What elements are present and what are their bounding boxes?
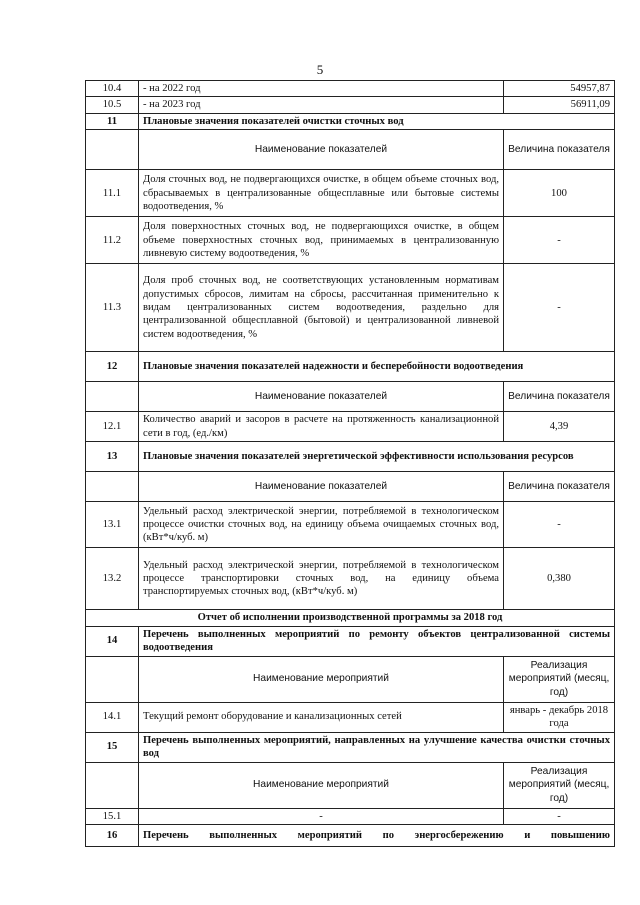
row-value: 100 (504, 170, 615, 217)
indicators-table (85, 80, 615, 847)
row-number: 11.1 (86, 170, 139, 217)
row-text: - на 2023 год (139, 97, 504, 113)
row-number: 12.1 (86, 412, 139, 442)
column-header-name: Наименование показателей (139, 130, 504, 170)
row-text: - на 2022 год (139, 81, 504, 97)
section-row (86, 825, 615, 847)
column-header-value: Реализация мероприятий (месяц, год) (504, 656, 615, 702)
row-text: Удельный расход электрической энергии, потребляемой в технологическом процессе очистки сточных вод, на единицу объема очищаемых сточных вод, (кВт*ч/куб. м) (139, 502, 504, 548)
table-row (86, 808, 615, 824)
row-text: Доля поверхностных сточных вод, не подвергающихся очистке, в общем объеме поверхностных сточных вод, принимаемых в централизованную ливневую систему водоотведения, % (139, 217, 504, 264)
section-row (86, 352, 615, 382)
table-row (86, 702, 615, 732)
page-number: 5 (316, 62, 324, 77)
empty-cell (86, 472, 139, 502)
row-value: январь - декабрь 2018 года (504, 702, 615, 732)
section-row (86, 442, 615, 472)
section-row (86, 113, 615, 129)
section-number: 11 (86, 113, 139, 129)
row-value: 54957,87 (504, 81, 615, 97)
section-number: 13 (86, 442, 139, 472)
header-row (86, 656, 615, 702)
row-number: 10.5 (86, 97, 139, 113)
column-header-value: Величина показателя (504, 130, 615, 170)
row-number: 13.2 (86, 548, 139, 610)
report-title: Отчет об исполнении производственной программы за 2018 год (86, 610, 615, 626)
report-row (86, 610, 615, 626)
row-number: 15.1 (86, 808, 139, 824)
table-row (86, 217, 615, 264)
section-title: Перечень выполненных мероприятий, направленных на улучшение качества очистки сточных вод (139, 732, 615, 762)
column-header-value: Величина показателя (504, 382, 615, 412)
table-row (86, 502, 615, 548)
section-title: Перечень выполненных мероприятий по энергосбережению и повышению (139, 825, 615, 847)
empty-cell (86, 382, 139, 412)
empty-cell (86, 656, 139, 702)
empty-cell (86, 762, 139, 808)
section-title: Плановые значения показателей энергетической эффективности использования ресурсов (139, 442, 615, 472)
row-text: Текущий ремонт оборудование и канализационных сетей (139, 702, 504, 732)
table-row (86, 170, 615, 217)
section-row (86, 732, 615, 762)
section-number: 15 (86, 732, 139, 762)
row-number: 11.2 (86, 217, 139, 264)
row-number: 11.3 (86, 264, 139, 352)
row-value: - (504, 502, 615, 548)
column-header-name: Наименование показателей (139, 472, 504, 502)
header-row (86, 130, 615, 170)
row-text: Доля сточных вод, не подвергающихся очистке, в общем объеме сточных вод, сбрасываемых в централизованные общесплавные или бытовые системы водоотведения, % (139, 170, 504, 217)
table-row (86, 97, 615, 113)
header-row (86, 762, 615, 808)
row-value: - (504, 264, 615, 352)
row-value: 4,39 (504, 412, 615, 442)
section-number: 16 (86, 825, 139, 847)
row-text: Количество аварий и засоров в расчете на протяженность канализационной сети в год, (ед./км) (139, 412, 504, 442)
row-number: 10.4 (86, 81, 139, 97)
section-number: 12 (86, 352, 139, 382)
section-title: Перечень выполненных мероприятий по ремонту объектов централизованной системы водоотведения (139, 626, 615, 656)
section-number: 14 (86, 626, 139, 656)
row-text: - (139, 808, 504, 824)
section-row (86, 626, 615, 656)
empty-cell (86, 130, 139, 170)
column-header-name: Наименование показателей (139, 382, 504, 412)
section-title: Плановые значения показателей очистки сточных вод (139, 113, 615, 129)
header-row (86, 382, 615, 412)
table-row (86, 548, 615, 610)
table-row (86, 264, 615, 352)
section-title: Плановые значения показателей надежности и бесперебойности водоотведения (139, 352, 615, 382)
table-row (86, 81, 615, 97)
row-value: - (504, 217, 615, 264)
row-number: 14.1 (86, 702, 139, 732)
row-value: 0,380 (504, 548, 615, 610)
row-number: 13.1 (86, 502, 139, 548)
column-header-value: Реализация мероприятий (месяц, год) (504, 762, 615, 808)
header-row (86, 472, 615, 502)
row-text: Доля проб сточных вод, не соответствующих установленным нормативам допустимых сбросов, лимитам на сбросы, рассчитанная применительно к видам централизованных систем водоотведения, раздельно для централизованной общесплавной (бытовой) и централизованной ливневой систем водоотведения, % (139, 264, 504, 352)
row-value: 56911,09 (504, 97, 615, 113)
table-row (86, 412, 615, 442)
column-header-name: Наименование мероприятий (139, 762, 504, 808)
column-header-value: Величина показателя (504, 472, 615, 502)
column-header-name: Наименование мероприятий (139, 656, 504, 702)
row-value: - (504, 808, 615, 824)
row-text: Удельный расход электрической энергии, потребляемой в технологическом процессе транспортировки сточных вод, на единицу объема транспортируемых сточных вод, (кВт*ч/куб. м) (139, 548, 504, 610)
